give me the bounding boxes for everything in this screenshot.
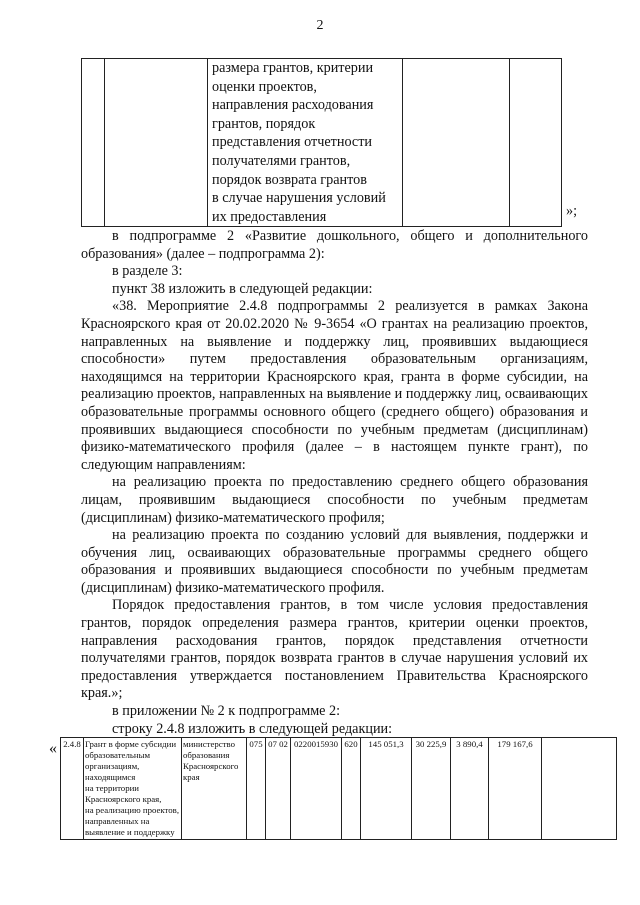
top-table-col-3 <box>208 59 403 227</box>
name-line: находящимся <box>85 772 136 782</box>
row-name <box>84 738 182 840</box>
bottom-table <box>60 737 617 840</box>
top-table-line: порядок возврата грантов <box>212 171 367 188</box>
name-line: образовательным <box>85 750 151 760</box>
name-line: на реализацию проектов, <box>85 805 180 815</box>
paragraph: на реализацию проекта по предоставлению среднего общего образования лицам, проявившим выдающиеся способности по учебным предметам (дисциплинам) физико-математического профиля; <box>81 474 588 526</box>
row-ministry <box>182 738 247 840</box>
row-grbs: 075 <box>247 738 266 840</box>
row-sum-1: 145 051,3 <box>361 738 412 840</box>
top-table-line: направления расходования <box>212 97 374 114</box>
top-table-line: размера грантов, критерии <box>212 60 374 76</box>
name-line: Красноярского края, <box>85 794 162 804</box>
name-line: выявление и поддержку <box>85 827 175 837</box>
top-table-col-2 <box>105 59 208 227</box>
paragraph: пункт 38 изложить в следующей редакции: <box>112 280 373 297</box>
top-table-col-5 <box>510 59 562 227</box>
ministry-line: Красноярского <box>183 761 239 771</box>
top-table-line: грантов, порядок <box>212 115 316 132</box>
open-quote: « <box>49 740 57 757</box>
name-line: организациям, <box>85 761 140 771</box>
paragraph: Порядок предоставления грантов, в том числе условия предоставления грантов, порядок определения размера грантов, критерии оценки проектов, направления расходования грантов, порядок представления отчетности получателями грантов, порядок возврата грантов в случае нарушения условий их предоставления утверждается постановлением Правительства Красноярского края.»; <box>81 597 588 702</box>
ministry-line: образования <box>183 750 230 760</box>
row-vr: 620 <box>342 738 361 840</box>
row-result <box>542 738 617 840</box>
row-number: 2.4.8 <box>61 738 84 840</box>
paragraph: в приложении № 2 к подпрограмме 2: <box>112 703 341 720</box>
ministry-line: министерство <box>183 739 235 749</box>
row-rzpr: 07 02 <box>266 738 291 840</box>
ministry-line: края <box>183 772 200 782</box>
document-body <box>81 228 588 738</box>
row-sum-3: 3 890,4 <box>451 738 489 840</box>
page-number: 2 <box>316 18 324 33</box>
top-table-line: их предоставления <box>212 208 327 225</box>
name-line: на территории <box>85 783 140 793</box>
top-table-fragment <box>81 58 562 227</box>
table-row <box>61 738 617 840</box>
top-table-line: получателями грантов, <box>212 152 351 169</box>
row-sum-2: 30 225,9 <box>412 738 451 840</box>
top-table-col-1 <box>82 59 105 227</box>
paragraph: в подпрограмме 2 «Развитие дошкольного, общего и дополнительного образования» (далее – подпрограмма 2): <box>81 228 588 262</box>
top-table-col-4 <box>403 59 510 227</box>
top-table-line: представления отчетности <box>212 134 372 151</box>
row-csr: 0220015930 <box>291 738 342 840</box>
paragraph: в разделе 3: <box>112 263 183 280</box>
top-table-line: в случае нарушения условий <box>212 190 386 207</box>
name-line: Грант в форме субсидии <box>85 739 177 749</box>
closing-quote: »; <box>566 203 578 219</box>
paragraph: «38. Мероприятие 2.4.8 подпрограммы 2 реализуется в рамках Закона Красноярского края от 20.02.2020 № 9-3654 «О грантах на реализацию проектов, направленных на выявление и поддержку лиц, проявивших выдающиеся способности» путем предоставления образовательным организациям, находящимся на территории Красноярского края, гранта в форме субсидии, на реализацию проектов, направленных на выявление и поддержку лиц, осваивающих образовательные программы основного общего (среднего общего) образования и проявивших выдающиеся способности по учебным предметам (дисциплинам) физико-математического профиля (далее – в настоящем пункте грант), по следующим направлениям: <box>81 298 588 473</box>
paragraph: на реализацию проекта по созданию условий для выявления, поддержки и обучения лиц, осваивающих образовательные программы среднего общего образования и проявивших выдающиеся способности по учебным предметам (дисциплинам) физико-математического профиля. <box>81 527 588 596</box>
name-line: направленных на <box>85 816 150 826</box>
top-table-line: оценки проектов, <box>212 78 317 95</box>
row-total: 179 167,6 <box>489 738 542 840</box>
paragraph: строку 2.4.8 изложить в следующей редакции: <box>112 720 393 737</box>
